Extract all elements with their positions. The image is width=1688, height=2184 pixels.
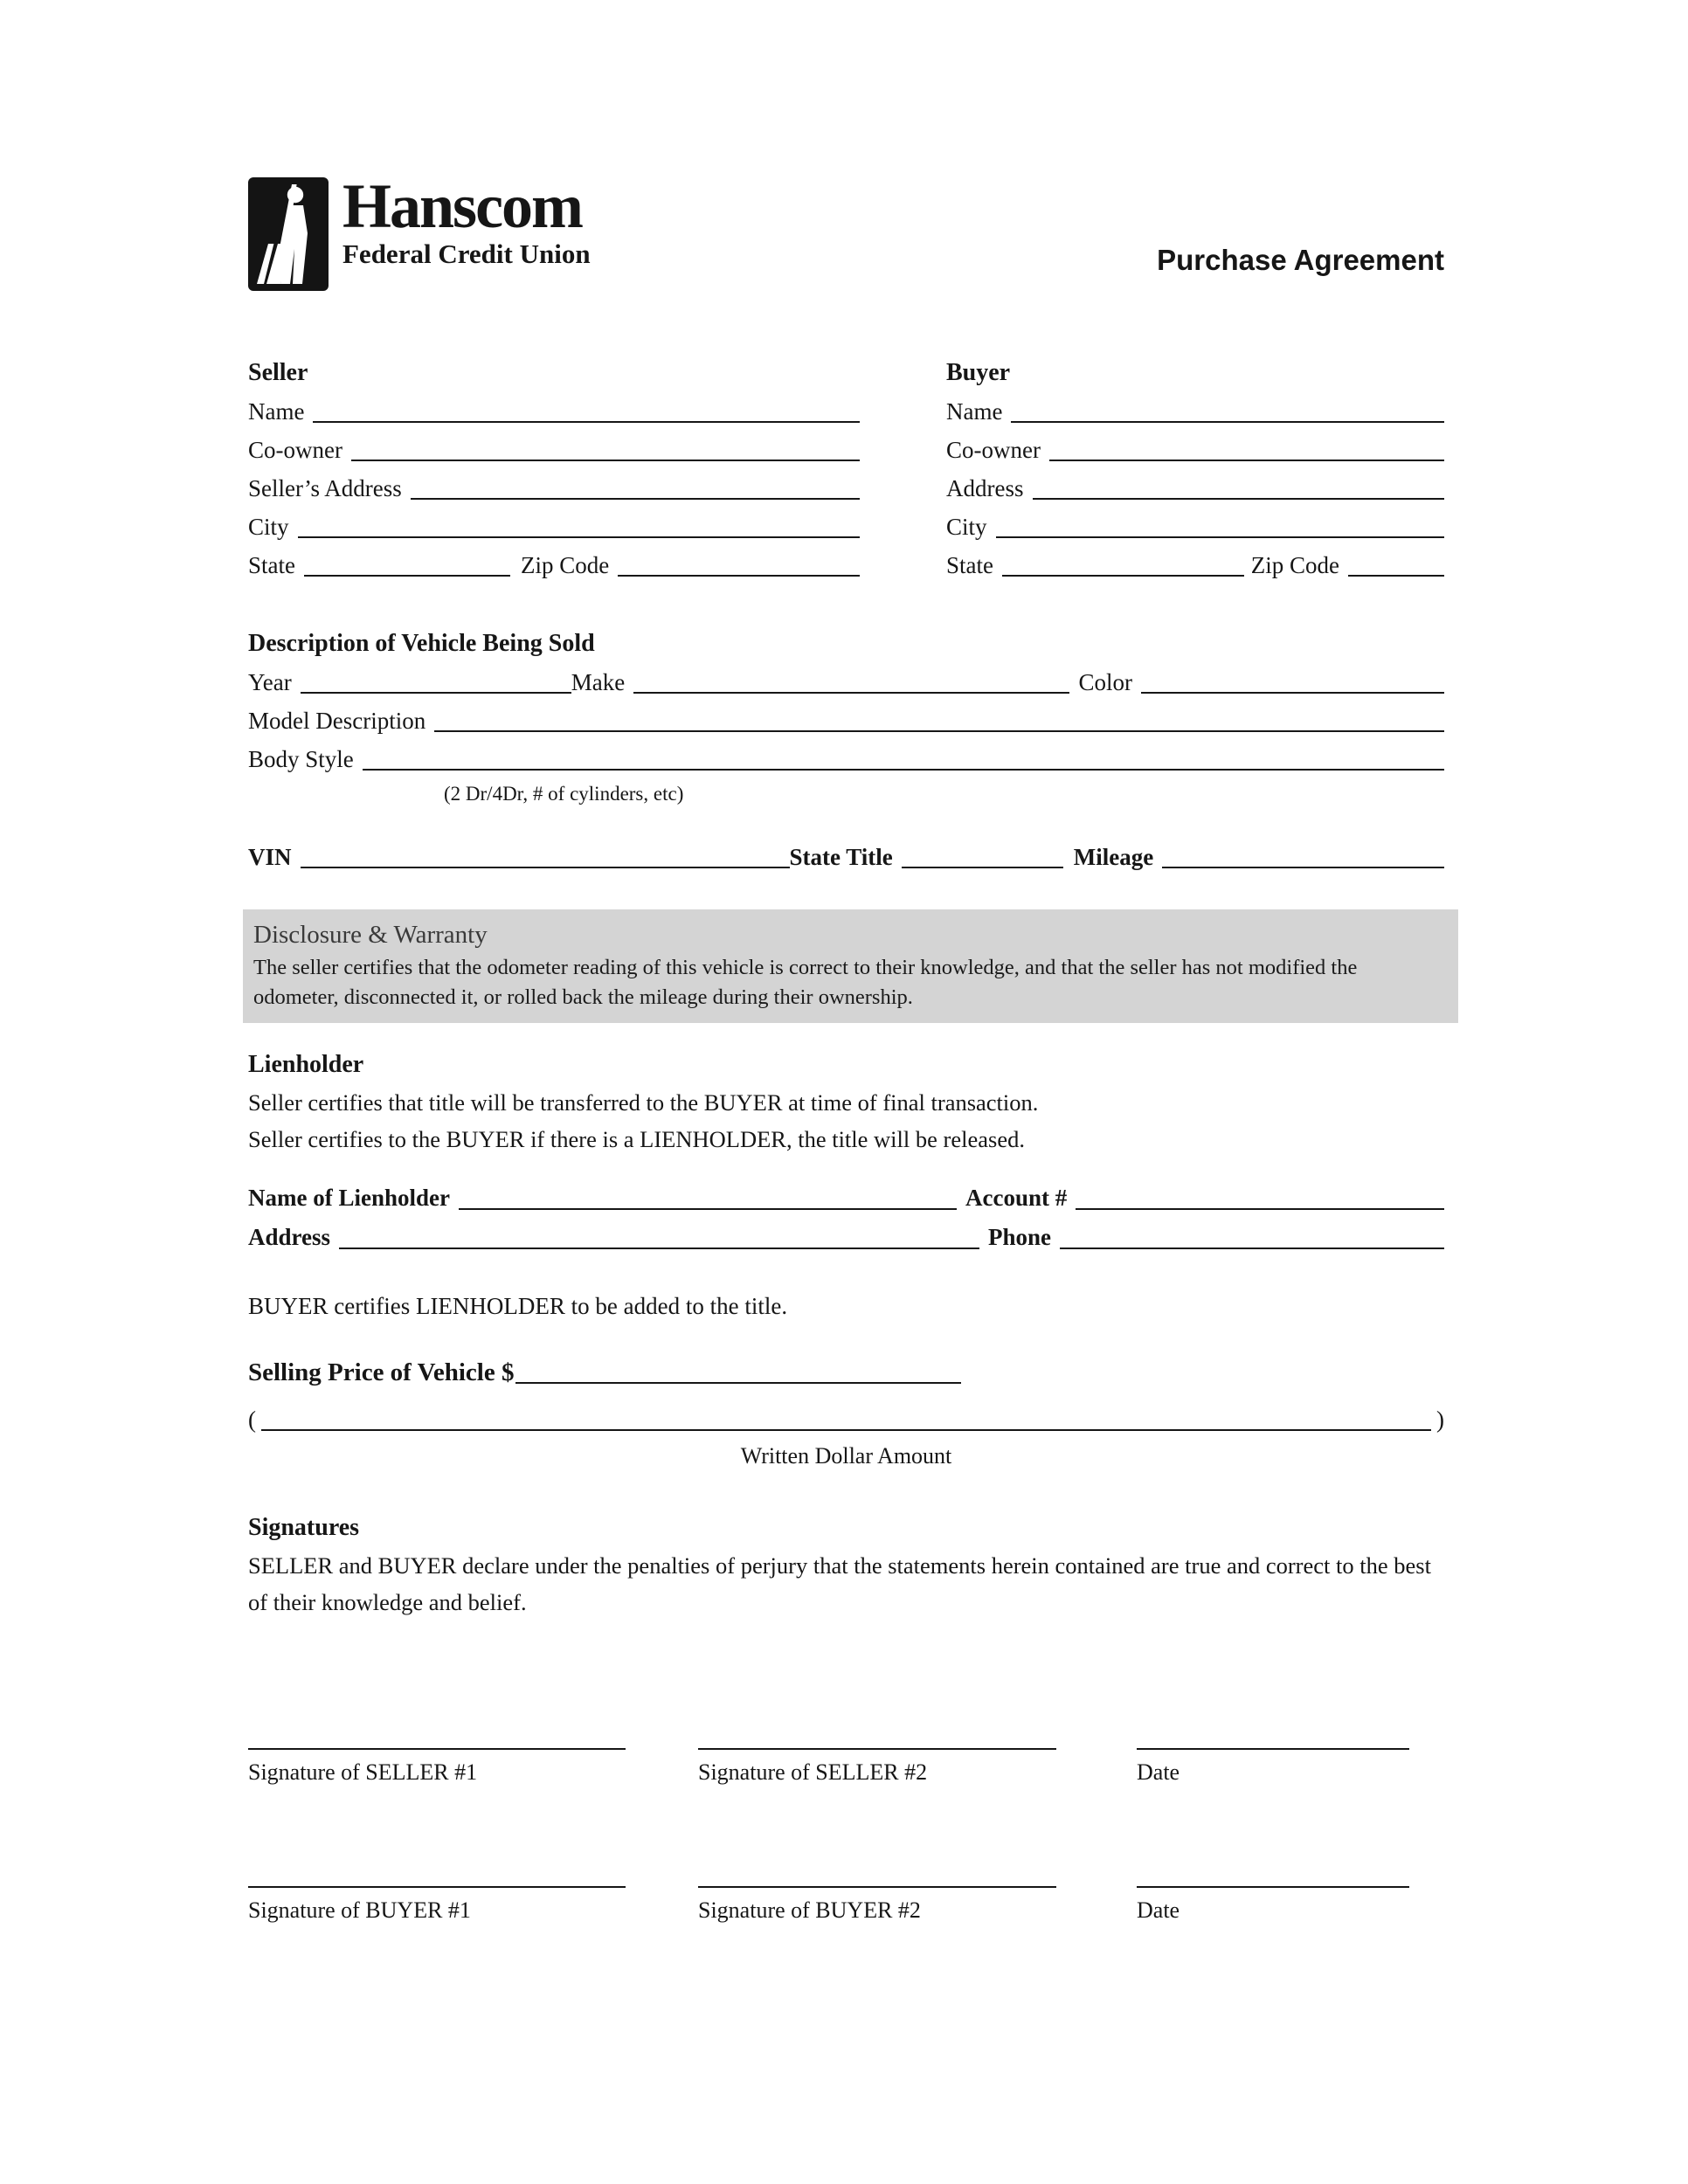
parties-section [248, 354, 1444, 584]
buyer-co-owner-label: Co-owner [946, 437, 1041, 463]
lienholder-address-label: Address [248, 1224, 331, 1250]
selling-price-row [248, 1353, 1444, 1392]
seller2-signature-label: Signature of SELLER #2 [698, 1759, 928, 1785]
page-header [248, 170, 1444, 291]
buyer-address-line [1033, 498, 1445, 500]
lienholder-name-row [248, 1178, 1444, 1218]
seller-date-label: Date [1137, 1759, 1180, 1785]
seller1-signature-line [248, 1748, 626, 1750]
seller-city-label: City [248, 514, 289, 540]
buyer-heading: Buyer [946, 359, 1011, 386]
buyer-co-owner-line [1049, 460, 1444, 461]
lienholder-name-line [459, 1208, 957, 1210]
buyer-section [946, 354, 1444, 584]
buyer2-signature-line [698, 1886, 1056, 1888]
buyer-date-line [1137, 1886, 1409, 1888]
written-amount-caption: Written Dollar Amount [740, 1443, 952, 1469]
lienholder-fields [248, 1178, 1444, 1257]
seller-co-owner-row [248, 431, 860, 469]
price-section [248, 1353, 1444, 1472]
buyer-date-block [1137, 1886, 1409, 1926]
seller-city-row [248, 508, 860, 546]
buyer-date-label: Date [1137, 1897, 1180, 1923]
buyer2-signature-block [698, 1886, 1056, 1926]
year-line [301, 692, 571, 694]
signatures-declaration: SELLER and BUYER declare under the penalties of perjury that the statements herein contained are true and correct to the best of their knowledge and belief. [248, 1552, 1431, 1615]
body-style-note: (2 Dr/4Dr, # of cylinders, etc) [444, 783, 684, 805]
buyer1-signature-label: Signature of BUYER #1 [248, 1897, 471, 1923]
seller-zip-label: Zip Code [521, 552, 610, 578]
paren-close: ) [1436, 1406, 1444, 1433]
buyer1-signature-line [248, 1886, 626, 1888]
vehicle-heading: Description of Vehicle Being Sold [248, 630, 595, 657]
color-line [1141, 692, 1444, 694]
paren-open: ( [248, 1406, 256, 1433]
account-number-line [1076, 1208, 1444, 1210]
seller-heading: Seller [248, 359, 308, 386]
buyer-state-label: State [946, 552, 993, 578]
buyer-name-line [1011, 421, 1444, 423]
year-label: Year [248, 669, 292, 695]
state-title-label: State Title [789, 844, 893, 870]
body-style-row [248, 740, 1444, 778]
seller-signature-row [248, 1748, 1444, 1788]
seller-name-label: Name [248, 398, 305, 425]
model-description-row [248, 702, 1444, 740]
seller-date-block [1137, 1748, 1409, 1788]
buyer-state-zip-row [946, 546, 1444, 584]
year-make-color-row [248, 663, 1444, 702]
page-title: Purchase Agreement [1157, 244, 1444, 276]
disclosure-box [243, 909, 1458, 1023]
buyer-zip-label: Zip Code [1250, 552, 1339, 578]
lienholder-name-label: Name of Lienholder [248, 1185, 450, 1211]
seller-section [248, 354, 860, 584]
make-label: Make [571, 669, 626, 695]
buyer-zip-line [1348, 575, 1444, 577]
account-number-label: Account # [965, 1185, 1068, 1211]
lienholder-address-line [339, 1248, 979, 1249]
buyer-name-row [946, 392, 1444, 431]
seller1-signature-block [248, 1748, 626, 1788]
seller-zip-line [618, 575, 860, 577]
model-description-line [434, 730, 1444, 732]
seller2-signature-block [698, 1748, 1056, 1788]
buyer1-signature-block [248, 1886, 626, 1926]
selling-price-line [515, 1382, 961, 1384]
logo-text [342, 171, 591, 270]
seller-state-zip-row [248, 546, 860, 584]
buyer-signature-row [248, 1886, 1444, 1926]
signatures-heading: Signatures [248, 1514, 360, 1541]
lienholder-heading: Lienholder [248, 1051, 364, 1078]
lienholder-line2: Seller certifies to the BUYER if there is a LIENHOLDER, the title will be released. [248, 1126, 1025, 1152]
buyer-certifies-text: BUYER certifies LIENHOLDER to be added to the title. [248, 1293, 788, 1319]
lienholder-line1: Seller certifies that title will be transferred to the BUYER at time of final transaction. [248, 1089, 1039, 1116]
vin-line [301, 867, 790, 868]
buyer2-signature-label: Signature of BUYER #2 [698, 1897, 921, 1923]
seller-state-label: State [248, 552, 295, 578]
seller-date-line [1137, 1748, 1409, 1750]
logo-subtitle: Federal Credit Union [342, 238, 591, 270]
vehicle-section [248, 625, 1444, 876]
model-description-label: Model Description [248, 708, 426, 734]
mileage-label: Mileage [1073, 844, 1154, 870]
buyer-city-row [946, 508, 1444, 546]
buyer-co-owner-row [946, 431, 1444, 469]
seller-co-owner-label: Co-owner [248, 437, 342, 463]
minuteman-logo-icon [248, 177, 329, 291]
logo-name: Hanscom [342, 171, 582, 241]
vin-row [248, 838, 1444, 876]
buyer-address-row [946, 469, 1444, 508]
buyer-city-line [996, 536, 1444, 538]
lienholder-address-row [248, 1218, 1444, 1257]
seller-city-line [298, 536, 860, 538]
vin-label: VIN [248, 844, 292, 870]
color-label: Color [1078, 669, 1132, 695]
seller-co-owner-line [351, 460, 860, 461]
body-style-label: Body Style [248, 746, 354, 772]
buyer-state-line [1002, 575, 1244, 577]
buyer-city-label: City [946, 514, 987, 540]
hanscom-logo [248, 171, 591, 291]
buyer-address-label: Address [946, 475, 1024, 501]
written-amount-row [248, 1400, 1444, 1439]
selling-price-label: Selling Price of Vehicle $ [248, 1358, 515, 1386]
seller-address-line [411, 498, 860, 500]
seller-address-label: Seller’s Address [248, 475, 402, 501]
seller-address-row [248, 469, 860, 508]
seller-state-line [304, 575, 510, 577]
disclosure-body: The seller certifies that the odometer reading of this vehicle is correct to their knowledge, and that the seller has not modified the odometer, disconnected it, or rolled back the mileage during their ownership. [253, 956, 1358, 1009]
seller-name-line [313, 421, 860, 423]
seller-name-row [248, 392, 860, 431]
disclosure-heading: Disclosure & Warranty [253, 921, 488, 949]
seller1-signature-label: Signature of SELLER #1 [248, 1759, 478, 1785]
state-title-line [902, 867, 1063, 868]
written-amount-line [261, 1429, 1431, 1431]
phone-line [1060, 1248, 1444, 1249]
buyer-name-label: Name [946, 398, 1003, 425]
body-style-line [363, 769, 1444, 771]
lienholder-section [248, 1046, 1444, 1325]
make-line [633, 692, 1069, 694]
signatures-section [248, 1509, 1444, 1926]
phone-label: Phone [988, 1224, 1052, 1250]
mileage-line [1162, 867, 1444, 868]
seller2-signature-line [698, 1748, 1056, 1750]
